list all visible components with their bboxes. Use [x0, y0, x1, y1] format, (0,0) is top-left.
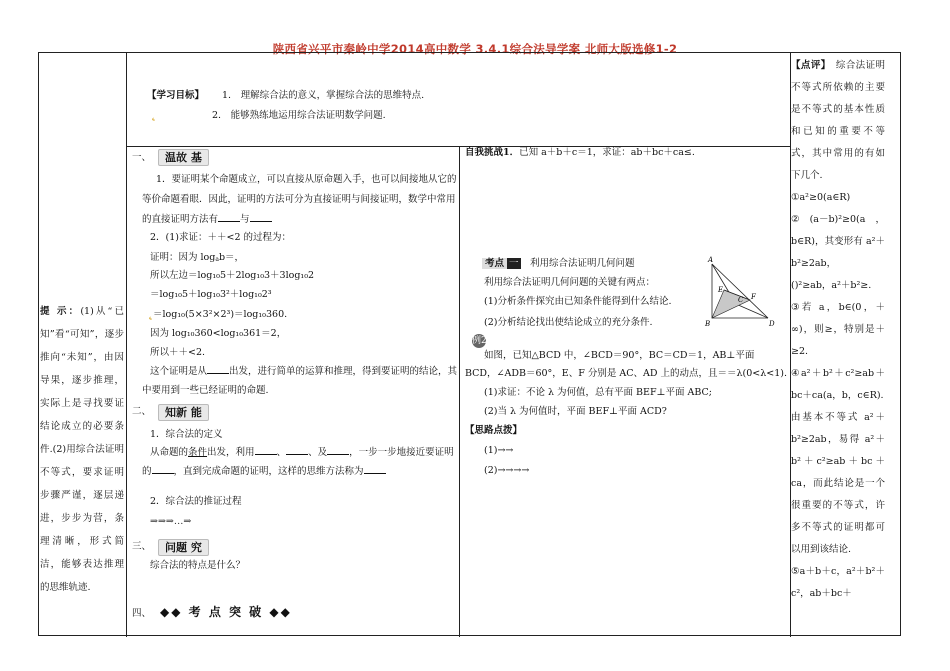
objective-2: 2. 能够熟练地运用综合法证明数学问题.	[212, 110, 386, 121]
tetrahedron-figure	[700, 252, 785, 330]
right-comment-note: 【点评】 综合法证明不等式所依赖的主要是不等式的基本性质和已知的重要不等式，其中常用的有如下几个. ①a²≥0(a∈R) ②(a－b)²≥0(a，b∈R)，其变形有 a²＋b²≥2ab， ()²≥ab，a²＋b²≥. ③若 a，b∈(0，＋∞)，则≥，特别是＋≥2. ④a²＋b²＋c²≥ab＋bc＋ca(a，b，c∈R). 由基本不等式 a²＋b²≥2ab，易得 a²＋b²＋c²≥ab＋bc＋ca，而此结论是一个很重要的不等式，许多不等式的证明都可以用到该结论. ⑤a＋b＋c，a²＋b²＋c²，ab＋bc＋	[791, 60, 885, 599]
label-a: A	[708, 256, 714, 264]
answer-blank[interactable]	[218, 212, 240, 222]
section-4-number: 四、	[132, 608, 152, 619]
definition-paragraph: 从命题的条件出发，利用 、 、及 ，一步一步地接近要证明的 ，直到完成命题的证明，这样的思维方法称为	[142, 447, 454, 477]
label-e: E	[718, 286, 724, 294]
bullet-icon: ˛	[150, 106, 157, 122]
section-2-tag: 知新 能	[158, 404, 209, 421]
example-badge: 例2	[472, 336, 487, 346]
question-text: 综合法的特点是什么？	[150, 560, 246, 571]
proof-line-5: 因为 log₁₀360<log₁₀361＝2，	[150, 328, 287, 339]
proof-line-6: 所以＋＋<2.	[150, 347, 206, 358]
example-line-1: 如图，已知△BCD 中，∠BCD＝90°，BC＝CD＝1，AB⊥平面	[484, 350, 755, 361]
section-1-number: 一、	[132, 152, 152, 163]
challenge: 自我挑战1．已知 a＋b＋c＝1，求证：ab＋bc＋ca≤.	[465, 147, 695, 158]
and-text: 与	[240, 214, 250, 225]
label-c: C	[738, 296, 744, 304]
label-d: D	[769, 320, 775, 328]
section-1-text: 1．要证明某个命题成立，可以直接从原命题入手，也可以间接地从它的等价命题看眼．因此，证明的方法可分为直接证明与间接证明，数学中常用的直接证明方法有	[142, 174, 457, 225]
section-1-tag: 温故 基	[158, 149, 209, 166]
definition-heading: 1．综合法的定义	[150, 429, 223, 440]
section-3-tag: 问题 究	[158, 539, 209, 556]
example-line-2: BCD，∠ADB＝60°，E、F 分别是 AC、AD 上的动点，且＝＝λ(0<λ<1).	[465, 368, 787, 379]
objective-1: 1. 理解综合法的意义，掌握综合法的思维特点.	[222, 90, 425, 101]
proof-conclusion: 这个证明是从 出发，进行简单的运算和推理，得到要证明的结论，其中要用到一些已经证明的命题.	[142, 366, 458, 396]
proof-line-1: 证明：因为 logab＝，	[150, 252, 245, 263]
example-line-4: (2)当 λ 为何值时，平面 BEF⊥平面 ACD?	[484, 406, 667, 417]
kaodian-tag: 考点 一 利用综合法证明几何问题	[482, 254, 635, 274]
proof-line-4: ＝log₁₀(5×3²×2³)＝log₁₀360.	[153, 309, 288, 320]
left-column-border	[126, 53, 127, 637]
section-4-tag: ◆◆ 考 点 突 破 ◆◆	[160, 605, 292, 619]
answer-blank[interactable]	[250, 212, 272, 222]
section-1-paragraph	[142, 170, 457, 230]
process-heading: 2．综合法的推证过程	[150, 496, 242, 507]
proof-question: 2．(1)求证：＋＋<2 的过程为：	[150, 232, 292, 243]
example-line-3: (1)求证：不论 λ 为何值，总有平面 BEF⊥平面 ABC;	[484, 387, 712, 398]
hint-1: (1)→→	[484, 445, 514, 456]
kaodian-p2: (1)分析条件探究由已知条件能得到什么结论.	[484, 296, 672, 307]
proof-line-2: 所以左边＝log₁₀5＋2log₁₀3＋3log₁₀2	[150, 270, 315, 281]
process-arrows: ⇒⇒⇒…⇒	[150, 516, 192, 527]
section-2-number: 二、	[132, 406, 152, 417]
label-b: B	[705, 320, 711, 328]
kaodian-p3: (2)分析结论找出使结论成立的充分条件.	[484, 317, 653, 328]
kaodian-p1: 利用综合法证明几何问题的关键有两点：	[484, 277, 656, 288]
hint-label: 【思路点拨】	[465, 425, 523, 436]
objectives-label: 【学习目标】	[147, 90, 205, 101]
label-f: F	[751, 293, 756, 301]
page-title: 陕西省兴平市秦岭中学2014高中数学 3.4.1综合法导学案 北师大版选修1-2	[272, 42, 678, 56]
section-3-number: 三、	[132, 541, 152, 552]
left-hint-note: 提 示：(1)从“已知”看“可知”，逐步推向“未知”，由因导果，逐步推理，实际上是寻找要证结论成立的必要条件.(2)用综合法证明不等式，要求证明步骤严谨，逐层递进，步步为营，条理清晰，形式简洁，能够表达推理的思维轨迹.	[40, 306, 124, 593]
hint-2: (2)→→→→	[484, 465, 530, 476]
answer-blank[interactable]	[207, 364, 229, 374]
bullet-icon: ˛	[147, 305, 154, 321]
proof-line-3: ＝log₁₀5＋log₁₀3²＋log₁₀2³	[150, 289, 272, 300]
